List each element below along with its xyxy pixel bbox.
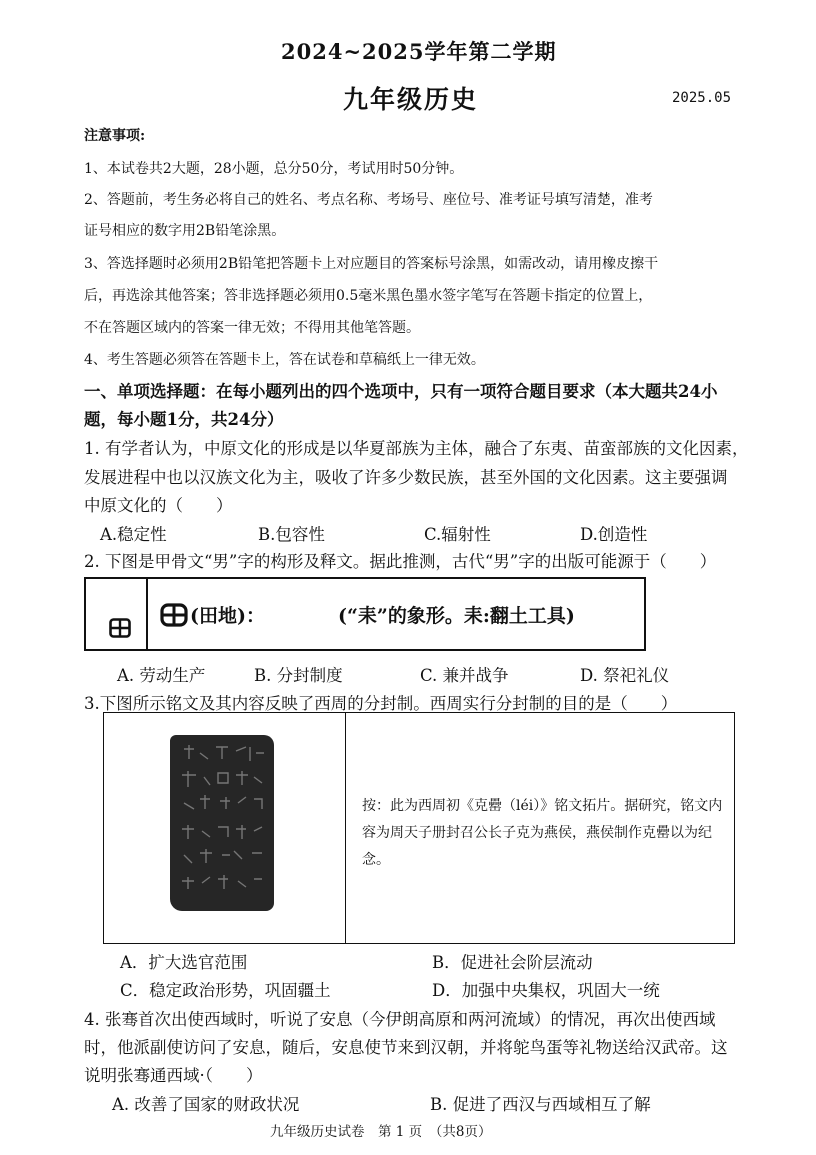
q2-stem: 2. 下图是甲骨文“男”字的构形及释文。据此推测，古代“男”字的出版可能源于（ ）: [84, 552, 717, 571]
notice-line: 2、答题前，考生务必将自己的姓名、考点名称、考场号、座位号、准考证号填写清楚，准考: [84, 192, 653, 208]
q3-stem: 3.下图所示铭文及其内容反映了西周的分封制。西周实行分封制的目的是（ ）: [84, 694, 678, 713]
exam-term-title: 2024~2025学年第二学期: [281, 39, 557, 64]
field-glyph-large-icon: [160, 603, 188, 627]
q1-stem: 发展进程中也以汉族文化为主，吸收了许多少数民族，甚至外国的文化因素。这主要强调: [84, 468, 728, 487]
q3-figure-table: [103, 712, 735, 944]
q1-stem: 1. 有学者认为，中原文化的形成是以华夏部族为主体，融合了东夷、苗蛮部族的文化因素，: [84, 439, 749, 458]
q4-stem: 时，他派副使访问了安息，随后，安息使节来到汉朝，并将鸵鸟蛋等礼物送给汉武帝。这: [84, 1038, 728, 1057]
q2-oracle-cell: [86, 579, 148, 649]
q2-explanation: (“耒”的象形。耒:翻土工具): [338, 605, 575, 627]
q4-stem: 4. 张骞首次出使西域时，听说了安息（今伊朗高原和两河流域）的情况，再次出使西域: [84, 1010, 716, 1029]
field-glyph-icon: [109, 618, 131, 638]
section-heading: 一、单项选择题：在每小题列出的四个选项中，只有一项符合题目要求（本大题共24小: [84, 382, 718, 401]
q3-option-d: D．加强中央集权，巩固大一统: [432, 981, 660, 1000]
q1-option-d: D.创造性: [580, 525, 648, 544]
notice-line: 4、考生答题必须答在答题卡上，答在试卷和草稿纸上一律无效。: [84, 352, 485, 368]
notice-line: 不在答题区域内的答案一律无效；不得用其他笔答题。: [84, 320, 420, 336]
q3-rubbing-cell: [104, 713, 346, 943]
section-heading-cont: 题，每小题1分，共24分）: [84, 410, 284, 429]
q2-option-b: B. 分封制度: [254, 666, 343, 685]
notice-line: 后，再选涂其他答案；答非选择题必须用0.5毫米黑色墨水签字笔写在答题卡指定的位置上，: [84, 288, 653, 304]
q3-caption: 按：此为西周初《克罍（léi）》铭文拓片。据研究，铭文内容为周天子册封召公长子克为燕侯，燕侯制作克罍以为纪念。: [362, 798, 723, 868]
q3-option-a: A．扩大选官范围: [120, 953, 248, 972]
notice-line: 1、本试卷共2大题，28小题，总分50分，考试用时50分钟。: [84, 161, 464, 177]
notice-heading: 注意事项:: [84, 128, 146, 144]
q1-stem: 中原文化的（ ）: [84, 496, 233, 515]
q1-option-c: C.辐射性: [424, 525, 491, 544]
q3-option-b: B．促进社会阶层流动: [432, 953, 593, 972]
notice-line: 证号相应的数字用2B铅笔涂黑。: [84, 223, 286, 239]
inscription-rubbing-image: [170, 735, 274, 911]
q3-option-c: C．稳定政治形势，巩固疆土: [120, 981, 331, 1000]
q2-glyph-label: (田地)：: [190, 605, 265, 627]
q2-option-a: A. 劳动生产: [117, 666, 206, 685]
q4-option-b: B. 促进了西汉与西域相互了解: [430, 1095, 651, 1114]
page-footer: 九年级历史试卷 第 1 页 （共8页）: [270, 1124, 492, 1140]
q4-option-a: A. 改善了国家的财政状况: [112, 1095, 300, 1114]
q1-option-b: B.包容性: [258, 525, 325, 544]
q4-stem: 说明张骞通西域·（ ）: [84, 1066, 263, 1085]
subject-title: 九年级历史: [343, 85, 479, 114]
q2-option-c: C. 兼并战争: [420, 666, 509, 685]
q2-figure-table: [84, 577, 646, 651]
q2-option-d: D. 祭祀礼仪: [580, 666, 670, 685]
exam-date: 2025.05: [672, 90, 732, 106]
q1-option-a: A.稳定性: [100, 525, 167, 544]
notice-line: 3、答选择题时必须用2B铅笔把答题卡上对应题目的答案标号涂黑，如需改动，请用橡皮擦干: [84, 256, 659, 272]
